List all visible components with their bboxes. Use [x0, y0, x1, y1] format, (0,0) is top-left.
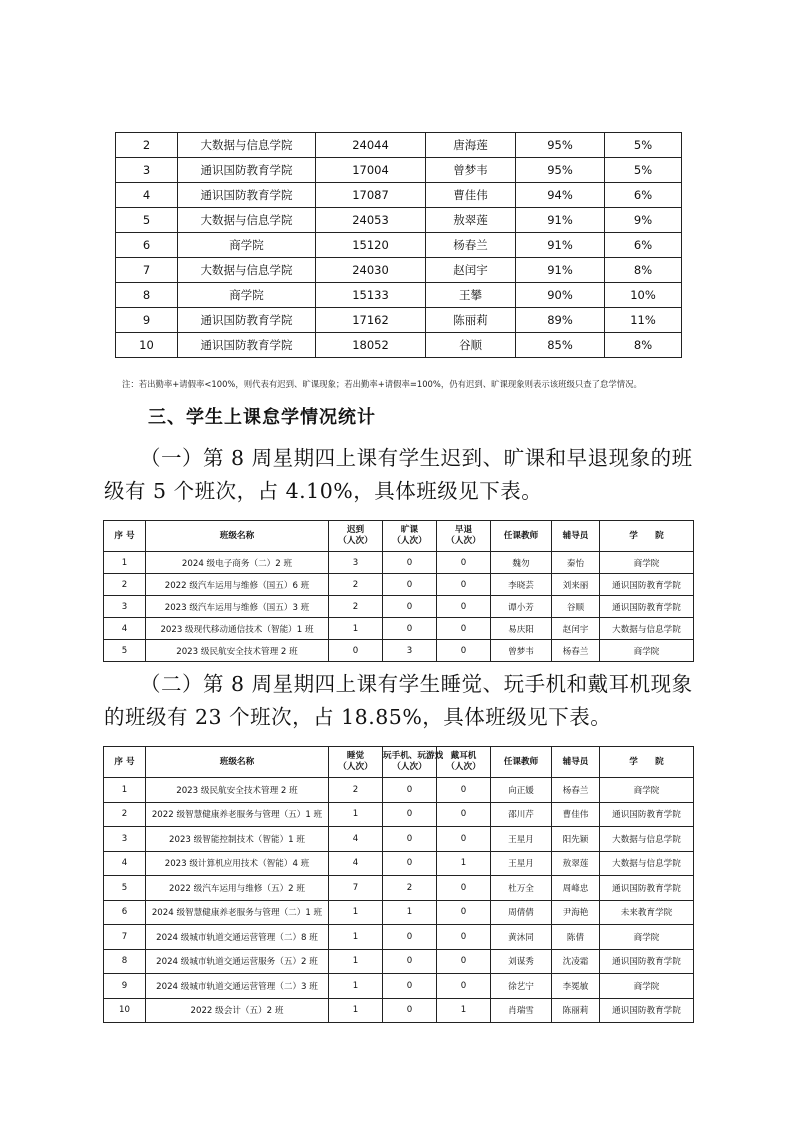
- table-cell: 0: [329, 640, 383, 662]
- table-cell: 0: [383, 574, 437, 596]
- table-row: [116, 233, 682, 258]
- table-cell: 2024 级智慧健康养老服务与管理（二）1 班: [146, 900, 329, 925]
- table-cell: 刘谋秀: [491, 949, 552, 974]
- table-cell: 0: [437, 552, 491, 574]
- table-cell: 2024 级城市轨道交通运营管理（二）3 班: [146, 974, 329, 999]
- table-cell: 0: [437, 574, 491, 596]
- table-cell: 徐艺宁: [491, 974, 552, 999]
- table-cell: 王攀: [426, 283, 516, 308]
- table-cell: 谷顺: [552, 596, 600, 618]
- table-row: [104, 900, 694, 925]
- late-absent-table: [103, 520, 694, 662]
- table-cell: 2: [329, 574, 383, 596]
- table-cell: 95%: [516, 158, 605, 183]
- header-earphone: 戴耳机 （人次）: [437, 747, 491, 778]
- table-cell: 5: [104, 640, 146, 662]
- table-cell: 0: [383, 618, 437, 640]
- table-row: [116, 308, 682, 333]
- table-cell: 杨春兰: [552, 778, 600, 803]
- table-cell: 3: [329, 552, 383, 574]
- table-cell: 周倩倩: [491, 900, 552, 925]
- table-cell: 8%: [605, 333, 682, 358]
- table-cell: 94%: [516, 183, 605, 208]
- table-cell: 曾梦韦: [426, 158, 516, 183]
- paragraph-line: （二）第 8 周星期四上课有学生睡觉、玩手机和戴耳机现象: [140, 672, 693, 696]
- table-cell: 5%: [605, 133, 682, 158]
- table-cell: 0: [437, 974, 491, 999]
- table-cell: 敖翠莲: [426, 208, 516, 233]
- table-row: [116, 183, 682, 208]
- table-cell: 6%: [605, 183, 682, 208]
- table-cell: 陈丽莉: [426, 308, 516, 333]
- table-cell: 2023 级现代移动通信技术（智能）1 班: [146, 618, 329, 640]
- table-cell: 24053: [316, 208, 426, 233]
- table-cell: 刘来丽: [552, 574, 600, 596]
- table-cell: 0: [437, 949, 491, 974]
- table-cell: 阳先颖: [552, 827, 600, 852]
- table-row: [104, 618, 694, 640]
- section-title: 三、学生上课怠学情况统计: [148, 407, 376, 428]
- table-cell: 商学院: [178, 233, 316, 258]
- table-cell: 5: [116, 208, 178, 233]
- table-cell: 1: [437, 851, 491, 876]
- table-cell: 通识国防教育学院: [178, 158, 316, 183]
- table-cell: 5: [104, 876, 146, 901]
- table-row: [104, 998, 694, 1023]
- table-cell: 4: [329, 827, 383, 852]
- table-row: [104, 827, 694, 852]
- table-cell: 3: [116, 158, 178, 183]
- table-cell: 2023 级智能控制技术（智能）1 班: [146, 827, 329, 852]
- paragraph-line: （一）第 8 周星期四上课有学生迟到、旷课和早退现象的班: [140, 446, 693, 470]
- table-row: [116, 258, 682, 283]
- table-cell: 1: [104, 552, 146, 574]
- table-cell: 2022 级汽车运用与维修（五）2 班: [146, 876, 329, 901]
- table-cell: 0: [383, 827, 437, 852]
- table-row: [104, 925, 694, 950]
- table-cell: 0: [437, 640, 491, 662]
- table-row: [104, 596, 694, 618]
- table-cell: 肖瑞雪: [491, 998, 552, 1023]
- table-cell: 商学院: [600, 640, 694, 662]
- table-cell: 2024 级城市轨道交通运营服务（五）2 班: [146, 949, 329, 974]
- table-cell: 通识国防教育学院: [600, 949, 694, 974]
- table-cell: 15120: [316, 233, 426, 258]
- table-cell: 2024 级城市轨道交通运营管理（二）8 班: [146, 925, 329, 950]
- table-cell: 8: [104, 949, 146, 974]
- table-cell: 通识国防教育学院: [600, 998, 694, 1023]
- table-cell: 3: [104, 827, 146, 852]
- table-cell: 24030: [316, 258, 426, 283]
- table-row: [104, 851, 694, 876]
- table-cell: 85%: [516, 333, 605, 358]
- table-row: [104, 640, 694, 662]
- table-cell: 91%: [516, 233, 605, 258]
- table-cell: 2022 级会计（五）2 班: [146, 998, 329, 1023]
- table-cell: 2: [329, 596, 383, 618]
- table-cell: 1: [383, 900, 437, 925]
- table-cell: 17004: [316, 158, 426, 183]
- table-cell: 9: [104, 974, 146, 999]
- paragraph-line: 级有 5 个班次，占 4.10%，具体班级见下表。: [104, 479, 543, 503]
- header-counselor: 辅导员: [552, 747, 600, 778]
- table-cell: 0: [437, 596, 491, 618]
- table-cell: 0: [437, 900, 491, 925]
- paragraph-late-absent: [104, 442, 693, 508]
- table-row: [116, 133, 682, 158]
- table-cell: 15133: [316, 283, 426, 308]
- table-cell: 赵闰宇: [552, 618, 600, 640]
- table-cell: 24044: [316, 133, 426, 158]
- table-cell: 1: [329, 974, 383, 999]
- table-cell: 易庆阳: [491, 618, 552, 640]
- table-cell: 90%: [516, 283, 605, 308]
- table-cell: 2023 级计算机应用技术（智能）4 班: [146, 851, 329, 876]
- table-row: [116, 333, 682, 358]
- table-cell: 2022 级汽车运用与维修（国五）6 班: [146, 574, 329, 596]
- table-cell: 3: [383, 640, 437, 662]
- attendance-table: [115, 132, 682, 358]
- table-cell: 秦怡: [552, 552, 600, 574]
- table-cell: 5%: [605, 158, 682, 183]
- table-cell: 未来教育学院: [600, 900, 694, 925]
- table-cell: 89%: [516, 308, 605, 333]
- paragraph-sleep-phone: [104, 668, 693, 734]
- table-cell: 9%: [605, 208, 682, 233]
- table-cell: 邵川芹: [491, 802, 552, 827]
- table-cell: 1: [329, 802, 383, 827]
- table-cell: 杨春兰: [552, 640, 600, 662]
- header-phone-game: 玩手机、玩游戏 （人次）: [383, 747, 437, 778]
- table-cell: 9: [116, 308, 178, 333]
- table-cell: 10%: [605, 283, 682, 308]
- table-cell: 4: [116, 183, 178, 208]
- table-cell: 魏勿: [491, 552, 552, 574]
- table-cell: 商学院: [600, 552, 694, 574]
- table-cell: 通识国防教育学院: [178, 308, 316, 333]
- table-row: [104, 778, 694, 803]
- table-cell: 7: [329, 876, 383, 901]
- table-cell: 0: [437, 925, 491, 950]
- table-cell: 2023 级汽车运用与维修（国五）3 班: [146, 596, 329, 618]
- table-cell: 0: [437, 802, 491, 827]
- table-cell: 0: [383, 998, 437, 1023]
- header-absent: 旷课 （人次）: [383, 521, 437, 552]
- table-cell: 8: [116, 283, 178, 308]
- table-cell: 0: [437, 778, 491, 803]
- table-cell: 0: [437, 618, 491, 640]
- table-cell: 曹佳伟: [426, 183, 516, 208]
- table-cell: 10: [116, 333, 178, 358]
- table-cell: 18052: [316, 333, 426, 358]
- table-cell: 周峰忠: [552, 876, 600, 901]
- header-early-leave: 早退 （人次）: [437, 521, 491, 552]
- table-cell: 通识国防教育学院: [600, 802, 694, 827]
- table-cell: 2023 级民航安全技术管理 2 班: [146, 778, 329, 803]
- table-cell: 2: [104, 574, 146, 596]
- table-cell: 商学院: [600, 778, 694, 803]
- table-cell: 大数据与信息学院: [178, 258, 316, 283]
- table-cell: 通识国防教育学院: [178, 333, 316, 358]
- table-cell: 0: [383, 949, 437, 974]
- table-cell: 2024 级电子商务（二）2 班: [146, 552, 329, 574]
- table-cell: 0: [383, 596, 437, 618]
- header-index: 序 号: [104, 747, 146, 778]
- table-cell: 1: [104, 778, 146, 803]
- table-cell: 2: [383, 876, 437, 901]
- table-cell: 大数据与信息学院: [600, 827, 694, 852]
- table-cell: 大数据与信息学院: [600, 618, 694, 640]
- table-cell: 4: [104, 618, 146, 640]
- table-cell: 向正媛: [491, 778, 552, 803]
- table-cell: 谷顺: [426, 333, 516, 358]
- table-cell: 沈凌霜: [552, 949, 600, 974]
- header-class-name: 班级名称: [146, 521, 329, 552]
- sleep-phone-table: [103, 746, 694, 1023]
- table-cell: 6: [116, 233, 178, 258]
- table-cell: 0: [383, 851, 437, 876]
- table-cell: 2: [329, 778, 383, 803]
- table-cell: 商学院: [600, 925, 694, 950]
- table-cell: 4: [104, 851, 146, 876]
- header-late: 迟到 （人次）: [329, 521, 383, 552]
- table-cell: 敖翠莲: [552, 851, 600, 876]
- table-cell: 通识国防教育学院: [600, 574, 694, 596]
- header-teacher: 任课教师: [491, 747, 552, 778]
- table-cell: 曹佳伟: [552, 802, 600, 827]
- table-cell: 7: [104, 925, 146, 950]
- table-cell: 0: [383, 552, 437, 574]
- table-row: [104, 802, 694, 827]
- table-cell: 大数据与信息学院: [600, 851, 694, 876]
- table-cell: 17162: [316, 308, 426, 333]
- table-cell: 王星月: [491, 851, 552, 876]
- table-cell: 商学院: [178, 283, 316, 308]
- header-teacher: 任课教师: [491, 521, 552, 552]
- table-cell: 黄沐同: [491, 925, 552, 950]
- table-cell: 1: [437, 998, 491, 1023]
- table-cell: 0: [437, 827, 491, 852]
- table-cell: 1: [329, 925, 383, 950]
- table-cell: 通识国防教育学院: [600, 876, 694, 901]
- table-cell: 1: [329, 998, 383, 1023]
- table-cell: 0: [437, 876, 491, 901]
- table-row: [104, 974, 694, 999]
- header-college: 学 院: [600, 521, 694, 552]
- table-cell: 2: [104, 802, 146, 827]
- table-cell: 商学院: [600, 974, 694, 999]
- table-row: [116, 158, 682, 183]
- table-cell: 杜万全: [491, 876, 552, 901]
- table-cell: 陈倩: [552, 925, 600, 950]
- table-cell: 0: [383, 974, 437, 999]
- table-cell: 3: [104, 596, 146, 618]
- table-cell: 1: [329, 900, 383, 925]
- table-cell: 17087: [316, 183, 426, 208]
- table-row: [104, 949, 694, 974]
- table-row: [104, 552, 694, 574]
- table-row: [104, 876, 694, 901]
- paragraph-line: 的班级有 23 个班次，占 18.85%，具体班级见下表。: [104, 705, 612, 729]
- table-cell: 91%: [516, 258, 605, 283]
- table-cell: 8%: [605, 258, 682, 283]
- table-cell: 2: [116, 133, 178, 158]
- table-cell: 10: [104, 998, 146, 1023]
- table-cell: 1: [329, 949, 383, 974]
- table-cell: 0: [383, 802, 437, 827]
- table-cell: 杨春兰: [426, 233, 516, 258]
- table-cell: 7: [116, 258, 178, 283]
- table-cell: 赵闰宇: [426, 258, 516, 283]
- table-cell: 王星月: [491, 827, 552, 852]
- table-cell: 6%: [605, 233, 682, 258]
- table-cell: 陈丽莉: [552, 998, 600, 1023]
- table-cell: 2023 级民航安全技术管理 2 班: [146, 640, 329, 662]
- table-cell: 1: [329, 618, 383, 640]
- table-cell: 6: [104, 900, 146, 925]
- table-cell: 4: [329, 851, 383, 876]
- header-counselor: 辅导员: [552, 521, 600, 552]
- table-cell: 2022 级智慧健康养老服务与管理（五）1 班: [146, 802, 329, 827]
- header-sleep: 睡觉 （人次）: [329, 747, 383, 778]
- table-cell: 谭小芳: [491, 596, 552, 618]
- table-row: [116, 283, 682, 308]
- table-cell: 大数据与信息学院: [178, 133, 316, 158]
- table-cell: 通识国防教育学院: [178, 183, 316, 208]
- table-row: [116, 208, 682, 233]
- table-cell: 李晓芸: [491, 574, 552, 596]
- header-index: 序 号: [104, 521, 146, 552]
- table-cell: 李冕敏: [552, 974, 600, 999]
- table-cell: 95%: [516, 133, 605, 158]
- table-note: 注：若出勤率+请假率<100%，则代表有迟到、旷课现象；若出勤率+请假率=100%，仍有迟到、旷课现象则表示该班级只查了怠学情况。: [122, 379, 642, 389]
- table-cell: 唐海莲: [426, 133, 516, 158]
- table-cell: 11%: [605, 308, 682, 333]
- table-cell: 曾梦韦: [491, 640, 552, 662]
- table-cell: 0: [383, 778, 437, 803]
- header-college: 学 院: [600, 747, 694, 778]
- table-cell: 尹海艳: [552, 900, 600, 925]
- table-cell: 91%: [516, 208, 605, 233]
- header-class-name: 班级名称: [146, 747, 329, 778]
- table-cell: 通识国防教育学院: [600, 596, 694, 618]
- table-cell: 大数据与信息学院: [178, 208, 316, 233]
- table-cell: 0: [383, 925, 437, 950]
- table-row: [104, 574, 694, 596]
